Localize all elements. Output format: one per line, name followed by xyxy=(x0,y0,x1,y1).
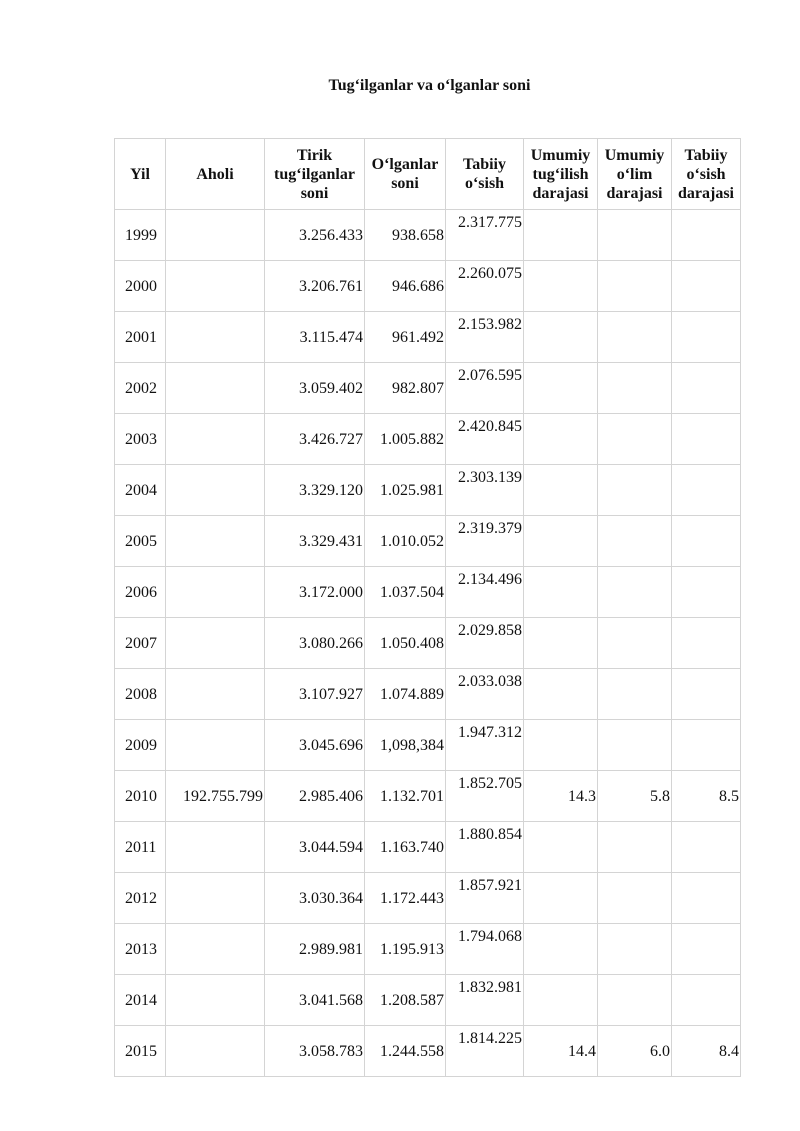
cell-aholi xyxy=(166,516,265,567)
table-row xyxy=(115,312,741,363)
cell-tabiiy-osish-darajasi xyxy=(672,873,741,924)
cell-tabiiy-osish: 1.947.312 xyxy=(446,720,524,771)
cell-tirik-tugilganlar: 3.172.000 xyxy=(265,567,365,618)
header-olganlar: O‘lganlar soni xyxy=(365,139,446,210)
cell-umumiy-olim-darajasi xyxy=(598,516,672,567)
table-row xyxy=(115,720,741,771)
cell-tabiiy-osish: 2.033.038 xyxy=(446,669,524,720)
cell-umumiy-tugilish-darajasi xyxy=(524,414,598,465)
header-yil: Yil xyxy=(115,139,166,210)
cell-aholi xyxy=(166,261,265,312)
cell-yil: 2015 xyxy=(115,1026,166,1077)
cell-umumiy-tugilish-darajasi: 14.4 xyxy=(524,1026,598,1077)
cell-tirik-tugilganlar: 3.041.568 xyxy=(265,975,365,1026)
cell-tirik-tugilganlar: 3.059.402 xyxy=(265,363,365,414)
cell-tabiiy-osish: 1.852.705 xyxy=(446,771,524,822)
cell-aholi xyxy=(166,363,265,414)
cell-aholi xyxy=(166,414,265,465)
cell-tabiiy-osish-darajasi xyxy=(672,516,741,567)
table-row xyxy=(115,975,741,1026)
cell-tabiiy-osish: 2.420.845 xyxy=(446,414,524,465)
cell-tabiiy-osish-darajasi xyxy=(672,822,741,873)
table-row xyxy=(115,873,741,924)
cell-tabiiy-osish: 2.076.595 xyxy=(446,363,524,414)
table-row xyxy=(115,618,741,669)
header-umumiy-olim-darajasi: Umumiy o‘lim darajasi xyxy=(598,139,672,210)
table-row xyxy=(115,822,741,873)
cell-tabiiy-osish-darajasi: 8.5 xyxy=(672,771,741,822)
table-row xyxy=(115,924,741,975)
table-row xyxy=(115,771,741,822)
cell-aholi xyxy=(166,669,265,720)
cell-aholi xyxy=(166,210,265,261)
cell-olganlar: 1.208.587 xyxy=(365,975,446,1026)
cell-tabiiy-osish-darajasi xyxy=(672,924,741,975)
cell-tabiiy-osish-darajasi xyxy=(672,312,741,363)
cell-yil: 2002 xyxy=(115,363,166,414)
cell-yil: 2000 xyxy=(115,261,166,312)
cell-tabiiy-osish-darajasi xyxy=(672,975,741,1026)
cell-aholi xyxy=(166,1026,265,1077)
cell-umumiy-olim-darajasi xyxy=(598,363,672,414)
cell-tabiiy-osish-darajasi xyxy=(672,210,741,261)
cell-tabiiy-osish-darajasi xyxy=(672,465,741,516)
cell-umumiy-olim-darajasi: 6.0 xyxy=(598,1026,672,1077)
cell-umumiy-olim-darajasi xyxy=(598,822,672,873)
cell-olganlar: 1.037.504 xyxy=(365,567,446,618)
cell-yil: 2003 xyxy=(115,414,166,465)
cell-aholi xyxy=(166,822,265,873)
cell-umumiy-tugilish-darajasi xyxy=(524,669,598,720)
cell-olganlar: 1.005.882 xyxy=(365,414,446,465)
cell-olganlar: 1.025.981 xyxy=(365,465,446,516)
cell-tabiiy-osish: 1.832.981 xyxy=(446,975,524,1026)
header-aholi: Aholi xyxy=(166,139,265,210)
cell-tirik-tugilganlar: 3.107.927 xyxy=(265,669,365,720)
cell-tirik-tugilganlar: 3.426.727 xyxy=(265,414,365,465)
cell-tabiiy-osish: 2.260.075 xyxy=(446,261,524,312)
cell-olganlar: 938.658 xyxy=(365,210,446,261)
cell-yil: 2007 xyxy=(115,618,166,669)
cell-umumiy-olim-darajasi xyxy=(598,975,672,1026)
table-row xyxy=(115,567,741,618)
cell-yil: 2012 xyxy=(115,873,166,924)
cell-tabiiy-osish: 1.814.225 xyxy=(446,1026,524,1077)
cell-tabiiy-osish-darajasi xyxy=(672,363,741,414)
cell-yil: 2013 xyxy=(115,924,166,975)
cell-olganlar: 946.686 xyxy=(365,261,446,312)
cell-aholi xyxy=(166,618,265,669)
cell-umumiy-olim-darajasi xyxy=(598,924,672,975)
cell-tirik-tugilganlar: 3.329.120 xyxy=(265,465,365,516)
table-row xyxy=(115,261,741,312)
cell-aholi xyxy=(166,975,265,1026)
cell-olganlar: 1.244.558 xyxy=(365,1026,446,1077)
cell-umumiy-tugilish-darajasi xyxy=(524,873,598,924)
cell-umumiy-tugilish-darajasi xyxy=(524,516,598,567)
cell-umumiy-tugilish-darajasi xyxy=(524,720,598,771)
cell-umumiy-olim-darajasi xyxy=(598,618,672,669)
cell-aholi xyxy=(166,924,265,975)
cell-yil: 2011 xyxy=(115,822,166,873)
cell-olganlar: 1.050.408 xyxy=(365,618,446,669)
cell-umumiy-tugilish-darajasi: 14.3 xyxy=(524,771,598,822)
cell-olganlar: 961.492 xyxy=(365,312,446,363)
cell-yil: 2006 xyxy=(115,567,166,618)
cell-tabiiy-osish: 2.134.496 xyxy=(446,567,524,618)
table-row xyxy=(115,210,741,261)
cell-aholi xyxy=(166,873,265,924)
cell-tirik-tugilganlar: 3.045.696 xyxy=(265,720,365,771)
cell-yil: 2009 xyxy=(115,720,166,771)
cell-yil: 2004 xyxy=(115,465,166,516)
cell-tirik-tugilganlar: 2.989.981 xyxy=(265,924,365,975)
cell-tabiiy-osish: 2.303.139 xyxy=(446,465,524,516)
cell-umumiy-olim-darajasi xyxy=(598,261,672,312)
cell-aholi: 192.755.799 xyxy=(166,771,265,822)
cell-tirik-tugilganlar: 2.985.406 xyxy=(265,771,365,822)
table-row xyxy=(115,669,741,720)
cell-tabiiy-osish-darajasi xyxy=(672,618,741,669)
cell-aholi xyxy=(166,720,265,771)
cell-umumiy-olim-darajasi xyxy=(598,567,672,618)
cell-tabiiy-osish: 2.319.379 xyxy=(446,516,524,567)
cell-olganlar: 1.172.443 xyxy=(365,873,446,924)
cell-umumiy-olim-darajasi: 5.8 xyxy=(598,771,672,822)
cell-umumiy-tugilish-darajasi xyxy=(524,618,598,669)
cell-tirik-tugilganlar: 3.256.433 xyxy=(265,210,365,261)
cell-tabiiy-osish: 1.794.068 xyxy=(446,924,524,975)
cell-aholi xyxy=(166,312,265,363)
cell-aholi xyxy=(166,567,265,618)
births-deaths-table xyxy=(114,138,741,1077)
table-body xyxy=(115,210,741,1077)
cell-tabiiy-osish-darajasi xyxy=(672,567,741,618)
cell-tirik-tugilganlar: 3.080.266 xyxy=(265,618,365,669)
cell-tirik-tugilganlar: 3.206.761 xyxy=(265,261,365,312)
cell-umumiy-tugilish-darajasi xyxy=(524,975,598,1026)
cell-olganlar: 1,098,384 xyxy=(365,720,446,771)
header-umumiy-tugilish-darajasi: Umumiy tug‘ilish darajasi xyxy=(524,139,598,210)
cell-tabiiy-osish-darajasi xyxy=(672,720,741,771)
cell-umumiy-olim-darajasi xyxy=(598,720,672,771)
cell-olganlar: 1.132.701 xyxy=(365,771,446,822)
table-row xyxy=(115,363,741,414)
cell-umumiy-tugilish-darajasi xyxy=(524,210,598,261)
cell-umumiy-tugilish-darajasi xyxy=(524,822,598,873)
cell-tabiiy-osish: 1.857.921 xyxy=(446,873,524,924)
header-tirik-tugilganlar: Tirik tug‘ilganlar soni xyxy=(265,139,365,210)
table-row xyxy=(115,1026,741,1077)
cell-tabiiy-osish: 1.880.854 xyxy=(446,822,524,873)
table-row xyxy=(115,516,741,567)
cell-umumiy-tugilish-darajasi xyxy=(524,312,598,363)
cell-umumiy-tugilish-darajasi xyxy=(524,363,598,414)
cell-umumiy-olim-darajasi xyxy=(598,312,672,363)
cell-tabiiy-osish: 2.153.982 xyxy=(446,312,524,363)
header-tabiiy-osish-darajasi: Tabiiy o‘sish darajasi xyxy=(672,139,741,210)
cell-umumiy-tugilish-darajasi xyxy=(524,924,598,975)
cell-tirik-tugilganlar: 3.030.364 xyxy=(265,873,365,924)
cell-umumiy-olim-darajasi xyxy=(598,873,672,924)
cell-umumiy-tugilish-darajasi xyxy=(524,465,598,516)
cell-aholi xyxy=(166,465,265,516)
cell-yil: 1999 xyxy=(115,210,166,261)
cell-umumiy-olim-darajasi xyxy=(598,414,672,465)
cell-yil: 2008 xyxy=(115,669,166,720)
cell-tabiiy-osish: 2.317.775 xyxy=(446,210,524,261)
cell-umumiy-olim-darajasi xyxy=(598,669,672,720)
cell-tabiiy-osish-darajasi xyxy=(672,414,741,465)
cell-umumiy-olim-darajasi xyxy=(598,465,672,516)
cell-olganlar: 982.807 xyxy=(365,363,446,414)
cell-yil: 2005 xyxy=(115,516,166,567)
cell-umumiy-tugilish-darajasi xyxy=(524,261,598,312)
table-header-row xyxy=(115,139,741,210)
cell-umumiy-tugilish-darajasi xyxy=(524,567,598,618)
cell-tirik-tugilganlar: 3.115.474 xyxy=(265,312,365,363)
cell-tabiiy-osish-darajasi: 8.4 xyxy=(672,1026,741,1077)
header-tabiiy-osish: Tabiiy o‘sish xyxy=(446,139,524,210)
cell-tirik-tugilganlar: 3.058.783 xyxy=(265,1026,365,1077)
document-title: Tug‘ilganlar va o‘lganlar soni xyxy=(328,77,531,94)
cell-tabiiy-osish: 2.029.858 xyxy=(446,618,524,669)
cell-tirik-tugilganlar: 3.044.594 xyxy=(265,822,365,873)
cell-umumiy-olim-darajasi xyxy=(598,210,672,261)
cell-olganlar: 1.010.052 xyxy=(365,516,446,567)
cell-yil: 2010 xyxy=(115,771,166,822)
cell-tabiiy-osish-darajasi xyxy=(672,261,741,312)
cell-tabiiy-osish-darajasi xyxy=(672,669,741,720)
table-row xyxy=(115,414,741,465)
cell-olganlar: 1.163.740 xyxy=(365,822,446,873)
cell-olganlar: 1.195.913 xyxy=(365,924,446,975)
cell-yil: 2001 xyxy=(115,312,166,363)
cell-tirik-tugilganlar: 3.329.431 xyxy=(265,516,365,567)
cell-yil: 2014 xyxy=(115,975,166,1026)
table-row xyxy=(115,465,741,516)
cell-olganlar: 1.074.889 xyxy=(365,669,446,720)
